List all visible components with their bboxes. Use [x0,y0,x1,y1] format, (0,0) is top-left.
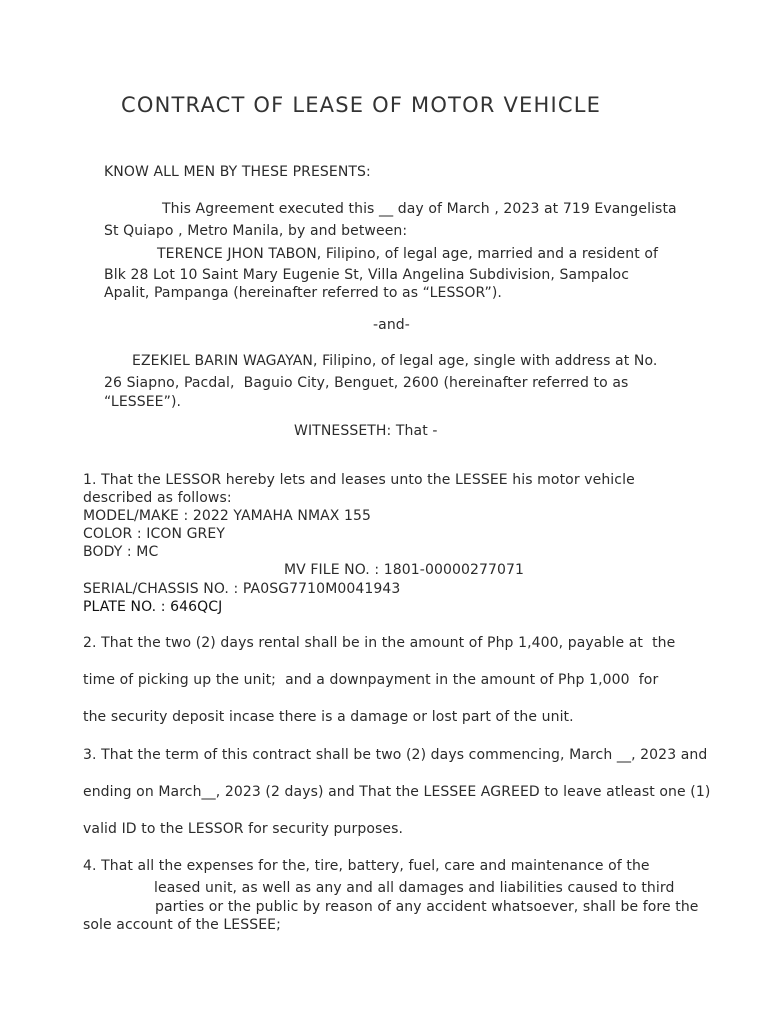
lessee-line-1: EZEKIEL BARIN WAGAYAN, Filipino, of legal age, single with address at No. [132,353,658,369]
clause-3-line-2: ending on March__, 2023 (2 days) and That the LESSEE AGREED to leave atleast one (1) [83,784,711,800]
clause-2-line-3: the security deposit incase there is a damage or lost part of the unit. [83,709,574,725]
clause-4-line-4: sole account of the LESSEE; [83,917,281,933]
know-all-men-line: KNOW ALL MEN BY THESE PRESENTS: [104,164,371,180]
vehicle-plate: PLATE NO. : 646QCJ [83,599,223,615]
vehicle-body: BODY : MC [83,544,159,560]
lessee-line-2: 26 Siapno, Pacdal, Baguio City, Benguet, 2600 (hereinafter referred to as [104,375,629,391]
vehicle-serial: SERIAL/CHASSIS NO. : PA0SG7710M0041943 [83,581,401,597]
clause-4-line-3: parties or the public by reason of any accident whatsoever, shall be fore the [155,899,699,915]
clause-4-line-2: leased unit, as well as any and all damages and liabilities caused to third [154,880,675,896]
clause-2-line-2: time of picking up the unit; and a downpayment in the amount of Php 1,000 for [83,672,659,688]
and-separator: -and- [373,317,410,333]
clause-1-line-1: 1. That the LESSOR hereby lets and leases unto the LESSEE his motor vehicle [83,472,635,488]
clause-4-line-1: 4. That all the expenses for the, tire, battery, fuel, care and maintenance of the [83,858,650,874]
document-title: CONTRACT OF LEASE OF MOTOR VEHICLE [121,93,602,117]
lessor-line-1: TERENCE JHON TABON, Filipino, of legal age, married and a resident of [157,246,659,262]
clause-1-line-2: described as follows: [83,490,232,506]
vehicle-mv-file: MV FILE NO. : 1801-00000277071 [284,562,525,578]
vehicle-color: COLOR : ICON GREY [83,526,225,542]
vehicle-model: MODEL/MAKE : 2022 YAMAHA NMAX 155 [83,508,372,524]
intro-line-2: St Quiapo , Metro Manila, by and between: [104,223,408,239]
clause-3-line-3: valid ID to the LESSOR for security purposes. [83,821,404,837]
clause-2-line-1: 2. That the two (2) days rental shall be in the amount of Php 1,400, payable at the [83,635,676,651]
intro-line-1: This Agreement executed this __ day of March , 2023 at 719 Evangelista [162,201,677,217]
witnesseth-heading: WITNESSETH: That - [294,423,438,439]
clause-3-line-1: 3. That the term of this contract shall be two (2) days commencing, March __, 2023 and [83,747,708,763]
lessee-line-3: “LESSEE”). [104,394,182,410]
lessor-line-3: Apalit, Pampanga (hereinafter referred to as “LESSOR”). [104,285,502,301]
lessor-line-2: Blk 28 Lot 10 Saint Mary Eugenie St, Villa Angelina Subdivision, Sampaloc [104,267,630,283]
